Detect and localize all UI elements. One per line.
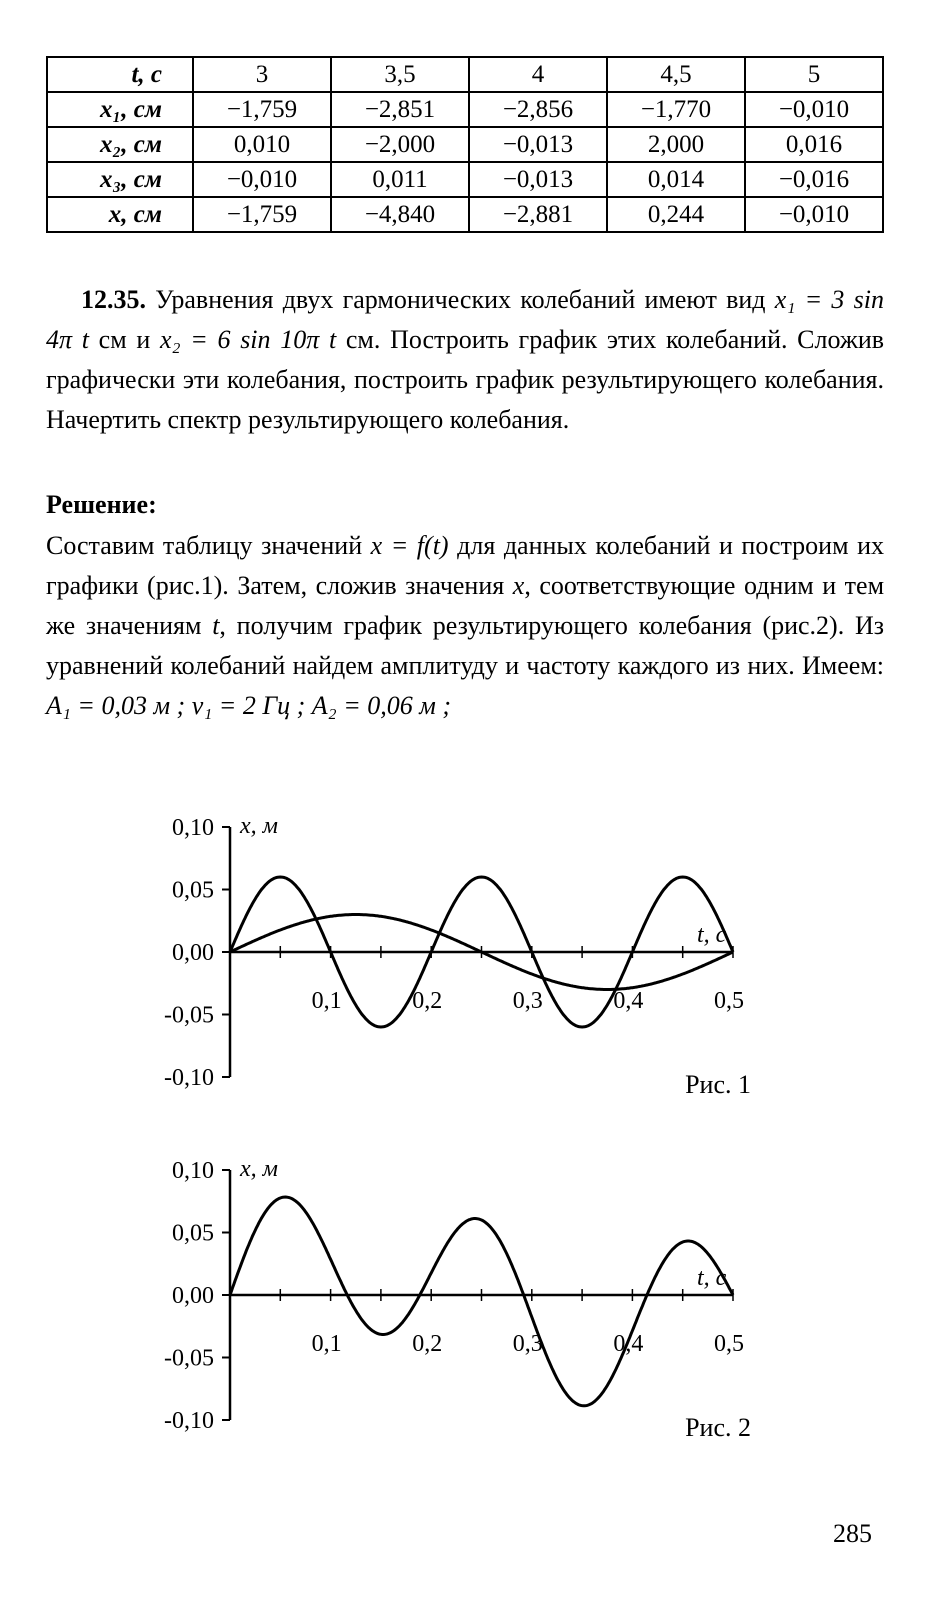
- equation-1: x₁ = 3 sin 4π t: [46, 285, 885, 354]
- x-tick-label: 0,2: [412, 988, 443, 1014]
- y-tick-label: 0,05: [172, 877, 214, 904]
- problem-statement-2: см. Построить график этих колебаний. Сложив графически эти колебания, построить график результирующего колебания. Начертить спектр результирующего колебания.: [46, 325, 885, 434]
- x-tick-label: 0,3: [512, 1331, 543, 1357]
- problem-number: 12.35.: [81, 285, 146, 314]
- table-cell: 3: [193, 57, 331, 92]
- y-tick-label: -0,10: [164, 1408, 214, 1434]
- figure-1-chart: [140, 805, 780, 1125]
- table-row: [47, 92, 883, 127]
- figure-caption: Рис. 2: [685, 1413, 751, 1442]
- solution-text-3: , соответствующие одним и тем же значениям: [46, 571, 885, 640]
- equation-2: x₂ = 6 sin 10π t: [159, 325, 337, 354]
- table-cell: −0,013: [469, 162, 607, 197]
- y-axis-label: x, м: [240, 813, 278, 839]
- x-tick-label: 0,4: [613, 988, 644, 1014]
- x-tick-label: 0,3: [512, 988, 543, 1014]
- table-cell: −2,856: [469, 92, 607, 127]
- table-cell: 0,244: [607, 197, 745, 232]
- problem-statement-1: Уравнения двух гармонических колебаний имеют вид: [155, 285, 766, 314]
- table-cell: −2,881: [469, 197, 607, 232]
- y-axis-label: x, м: [240, 1156, 278, 1182]
- table-row: [47, 197, 883, 232]
- solution-text: [46, 526, 884, 726]
- table-cell: 4,5: [607, 57, 745, 92]
- var-x: x: [512, 571, 525, 600]
- table-cell: 0,011: [331, 162, 469, 197]
- table-cell: −0,010: [745, 197, 883, 232]
- solution-text-4: , получим график результирующего колебания (рис.2). Из уравнений колебаний найдем амплитуду и частоту каждого из них. Имеем:: [46, 611, 884, 680]
- unit-text: см и: [98, 325, 151, 354]
- y-tick-label: 0,00: [172, 1283, 214, 1309]
- y-tick-label: -0,05: [164, 1345, 214, 1372]
- x-tick-label: 0,1: [311, 988, 342, 1014]
- table-row-label: x, см: [47, 197, 193, 232]
- page-number: 285: [833, 1519, 872, 1548]
- var-t: t: [212, 611, 220, 640]
- x-tick-label: 0,5: [714, 1331, 744, 1357]
- series-line-1: [230, 1197, 733, 1406]
- table-cell: −2,000: [331, 127, 469, 162]
- y-tick-label: 0,10: [172, 1158, 214, 1184]
- table-cell: 0,010: [193, 127, 331, 162]
- solution-text-2: для данных колебаний и построим их графики (рис.1). Затем, сложив значения: [46, 531, 885, 600]
- table-cell: −4,840: [331, 197, 469, 232]
- table-cell: −2,851: [331, 92, 469, 127]
- table-cell: −0,010: [745, 92, 883, 127]
- solution-heading: Решение:: [46, 490, 157, 519]
- table-row-label: x₂, см: [47, 127, 193, 162]
- y-tick-label: -0,05: [164, 1002, 214, 1029]
- problem-text: [46, 280, 884, 440]
- table-row-label: t, с: [47, 57, 193, 92]
- table-row: [47, 127, 883, 162]
- x-tick-label: 0,1: [311, 1331, 342, 1357]
- values-table: [46, 56, 884, 233]
- y-tick-label: 0,10: [172, 815, 214, 841]
- solution-values: A₁ = 0,03 м ; ν₁ = 2 Гц ; A₂ = 0,06 м ;: [46, 691, 452, 720]
- table-cell: 3,5: [331, 57, 469, 92]
- table-cell: 2,000: [607, 127, 745, 162]
- table-cell: −1,770: [607, 92, 745, 127]
- table-cell: 0,014: [607, 162, 745, 197]
- table-cell: −0,016: [745, 162, 883, 197]
- x-axis-label: t, с: [697, 922, 727, 948]
- figure-2-chart: [140, 1148, 780, 1468]
- table-cell: −0,010: [193, 162, 331, 197]
- table-cell: −1,759: [193, 92, 331, 127]
- x-axis-label: t, с: [697, 1265, 727, 1291]
- figure-caption: Рис. 1: [685, 1070, 751, 1099]
- table-row: [47, 57, 883, 92]
- solution-text-1: Составим таблицу значений: [46, 531, 363, 560]
- table-cell: 0,016: [745, 127, 883, 162]
- table-row: [47, 162, 883, 197]
- table-cell: 4: [469, 57, 607, 92]
- table-cell: 5: [745, 57, 883, 92]
- y-tick-label: 0,00: [172, 940, 214, 966]
- table-cell: −0,013: [469, 127, 607, 162]
- table-row-label: x₁, см: [47, 92, 193, 127]
- x-tick-label: 0,4: [613, 1331, 644, 1357]
- y-tick-label: -0,10: [164, 1065, 214, 1091]
- table-row-label: x₃, см: [47, 162, 193, 197]
- x-tick-label: 0,2: [412, 1331, 443, 1357]
- y-tick-label: 0,05: [172, 1220, 214, 1247]
- table-cell: −1,759: [193, 197, 331, 232]
- formula: x = f(t): [370, 531, 449, 560]
- x-tick-label: 0,5: [714, 988, 744, 1014]
